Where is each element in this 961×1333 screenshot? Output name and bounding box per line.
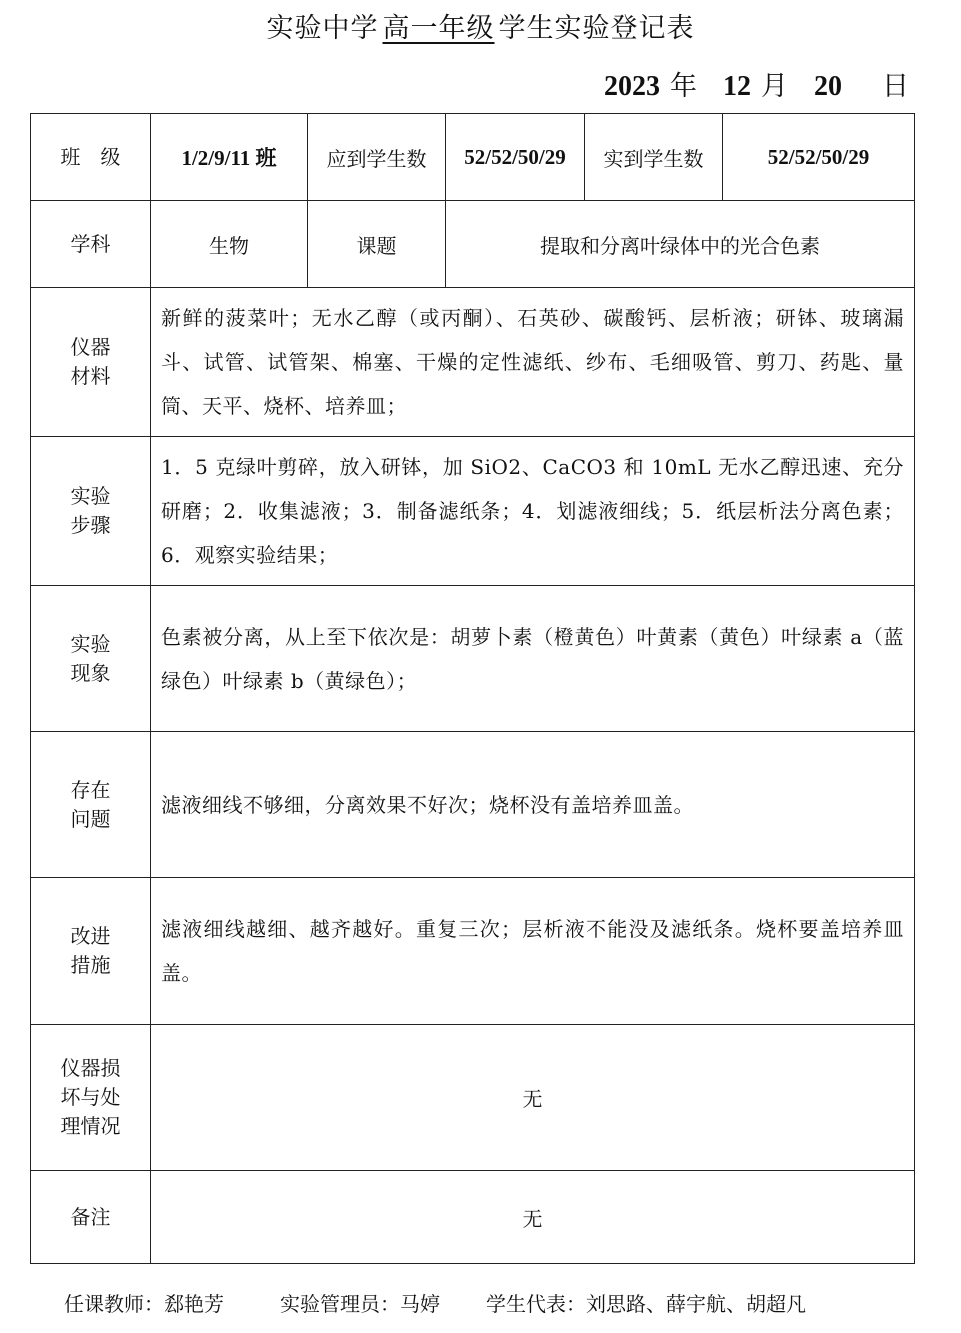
form-title <box>0 6 961 45</box>
phenomena-label <box>31 586 151 732</box>
topic-label: 课题 <box>308 201 446 288</box>
form-date <box>604 64 909 103</box>
date-day: 20 <box>814 71 842 102</box>
improve-label-line: 措施 <box>70 953 111 977</box>
improve-text: 滤液细线越细、越齐越好。重复三次；层析液不能没及滤纸条。烧杯要盖培养皿盖。 <box>151 878 915 1025</box>
problems-label <box>31 732 151 878</box>
problems-label-line: 问题 <box>70 806 111 831</box>
signature-footer <box>64 1288 806 1317</box>
damage-label-line: 坏与处 <box>60 1085 121 1109</box>
damage-label-line: 理情况 <box>60 1114 121 1138</box>
table-row <box>31 201 915 288</box>
table-row <box>31 437 915 586</box>
materials-label <box>31 288 151 437</box>
phenomena-label-line: 实验 <box>70 631 111 656</box>
materials-label-line: 材料 <box>70 364 111 388</box>
materials-label-line: 仪器 <box>70 335 111 359</box>
topic-value: 提取和分离叶绿体中的光合色素 <box>446 201 915 288</box>
date-year-unit: 年 <box>670 71 697 102</box>
expected-students-label: 应到学生数 <box>308 114 446 201</box>
problems-label-line: 存在 <box>70 777 111 802</box>
table-row <box>31 878 915 1025</box>
date-year: 2023 <box>604 71 660 102</box>
damage-label-line: 仪器损 <box>60 1056 121 1080</box>
actual-students-value: 52/52/50/29 <box>723 114 915 201</box>
steps-label-line: 步骤 <box>70 513 111 537</box>
damage-text: 无 <box>151 1025 915 1171</box>
steps-text: 1．5 克绿叶剪碎，放入研钵，加 SiO2、CaCO3 和 10mL 无水乙醇迅速、充分研磨；2．收集滤液；3．制备滤纸条；4．划滤液细线；5．纸层析法分离色素；6．观察实验结果； <box>151 437 915 586</box>
class-label: 班 级 <box>31 114 151 201</box>
actual-students-label: 实到学生数 <box>585 114 723 201</box>
materials-text: 新鲜的菠菜叶；无水乙醇（或丙酮）、石英砂、碳酸钙、层析液；研钵、玻璃漏斗、试管、试管架、棉塞、干燥的定性滤纸、纱布、毛细吸管、剪刀、药匙、量筒、天平、烧杯、培养皿； <box>151 288 915 437</box>
phenomena-label-line: 现象 <box>70 660 111 685</box>
steps-label <box>31 437 151 586</box>
remarks-text: 无 <box>151 1171 915 1264</box>
expected-students-value: 52/52/50/29 <box>446 114 585 201</box>
subject-value: 生物 <box>151 201 308 288</box>
grade-name: 高一年级 <box>382 13 495 44</box>
date-day-unit: 日 <box>882 71 909 102</box>
student-representatives: 学生代表：刘思路、薛宇航、胡超凡 <box>486 1292 806 1316</box>
phenomena-text: 色素被分离，从上至下依次是：胡萝卜素（橙黄色）叶黄素（黄色）叶绿素 a（蓝绿色）叶绿素 b（黄绿色）； <box>151 586 915 732</box>
table-row <box>31 1171 915 1264</box>
remarks-label: 备注 <box>31 1171 151 1264</box>
improve-label <box>31 878 151 1025</box>
problems-text: 滤液细线不够细，分离效果不好次；烧杯没有盖培养皿盖。 <box>151 732 915 878</box>
table-row <box>31 288 915 437</box>
table-row <box>31 1025 915 1171</box>
improve-label-line: 改进 <box>70 924 111 948</box>
registration-table <box>30 113 915 1264</box>
damage-label <box>31 1025 151 1171</box>
class-value: 1/2/9/11 班 <box>151 114 308 201</box>
teacher-signature: 任课教师：郄艳芳 <box>64 1292 224 1316</box>
date-month: 12 <box>723 71 751 102</box>
date-month-unit: 月 <box>761 71 788 102</box>
steps-label-line: 实验 <box>70 484 111 508</box>
table-row <box>31 586 915 732</box>
subject-label: 学科 <box>31 201 151 288</box>
table-row <box>31 114 915 201</box>
form-name: 学生实验登记表 <box>498 13 695 44</box>
school-name: 实验中学 <box>266 13 379 44</box>
manager-signature: 实验管理员：马婷 <box>280 1292 440 1316</box>
table-row <box>31 732 915 878</box>
